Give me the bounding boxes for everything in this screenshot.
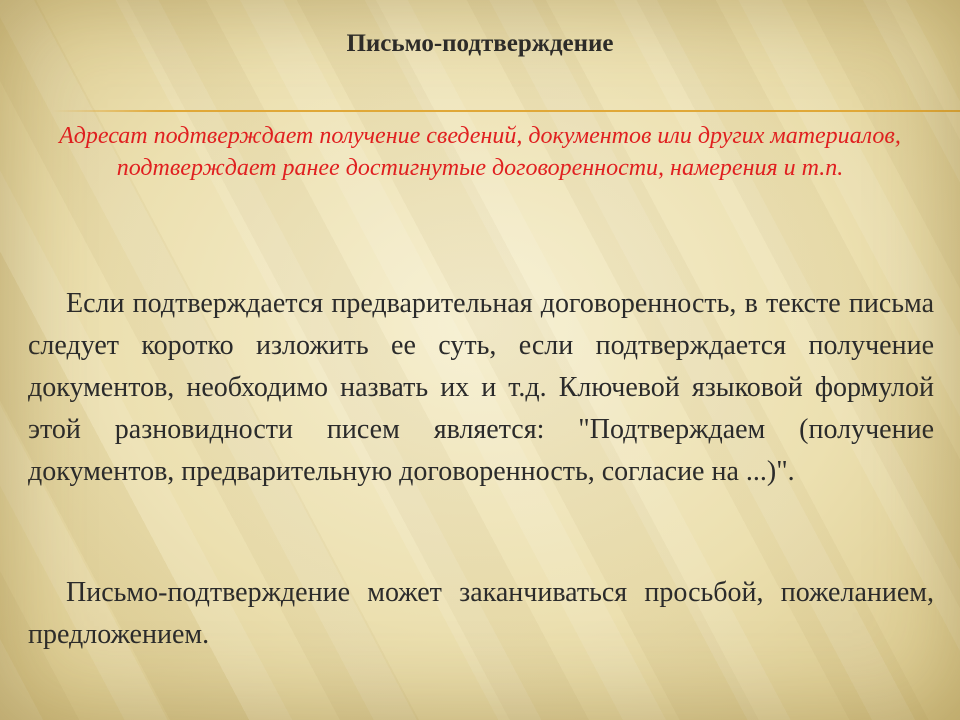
- body-paragraph-2: Письмо-подтверждение может заканчиваться просьбой, пожеланием, предложением.: [28, 577, 934, 650]
- slide-title: Письмо-подтверждение: [346, 30, 614, 57]
- title-divider: [52, 110, 960, 112]
- lead-definition: Адресат подтверждает получение сведений, документов или других материалов, подтверждает ранее достигнутые договоренности, намерения и т.п.: [59, 123, 901, 181]
- body-paragraph-1: Если подтверждается предварительная договоренность, в тексте письма следует коротко изложить ее суть, если подтверждается получение документов, необходимо назвать их и т.д. Ключевой языковой формулой этой разновидности писем является: "Подтверждаем (получение документов, предварительную договоренность, согласие на ...)".: [28, 288, 934, 487]
